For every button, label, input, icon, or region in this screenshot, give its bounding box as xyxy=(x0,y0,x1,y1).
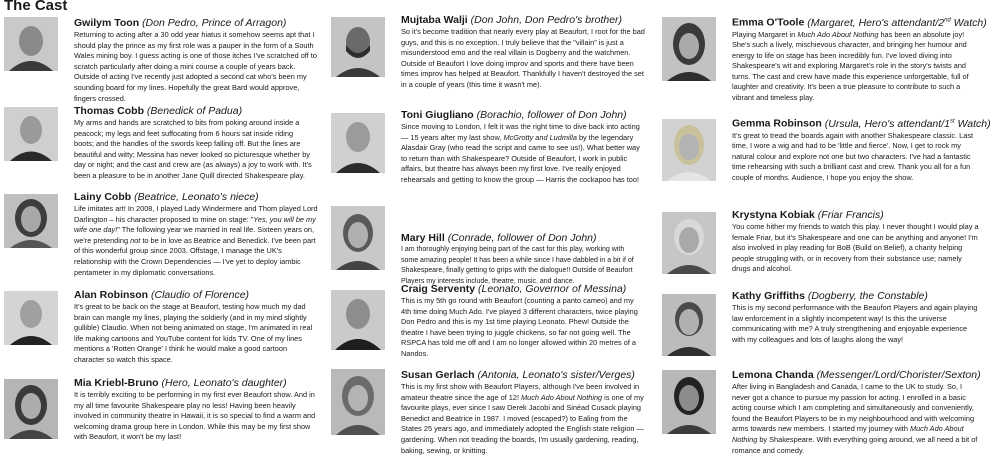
cast-bio: So it's become tradition that nearly every play at Beaufort, I root for the bad guys, and this is no exception. I truly believe that the "villain" is just a misunderstood emo and the real villain is Dogberry and the watchmen. Outside of Beaufort I love doing improv and sports and there have been times improv has helped at Beaufort. Thankfully I haven't destroyed the set in a couple of years (this time it wasn't me). xyxy=(401,27,645,89)
cast-bio: I am thoroughly enjoying being part of the cast for this play, working with some amazing people! It has been a while since I have dabbled in a bit if of Shakespeare, finally getting to grips with the dialogue!! Outside of Beaufort Players my interests include, theatre, music. and dance. xyxy=(401,246,634,285)
cast-name: Gwilym Toon xyxy=(74,17,140,29)
cast-role: (Margaret, Hero's attendant/2nd Watch) xyxy=(807,16,987,29)
cast-bio: Returning to acting after a 30 odd year hiatus it somehow seems apt that I should play the prince as my first role was a pauper in the form of a South Wales mining boy. I guess acting is one of those itches I've scratched off to scratch particularly after doing a mini course a couple of years back. Outside of acting I've recently just adopted a second cat who's been my sounding board for my lines. Hopefully the great Bard would approve, fingers crossed. xyxy=(74,30,317,103)
cast-name: Mary Hill xyxy=(401,232,445,244)
headshot-photo xyxy=(4,17,58,71)
cast-role: (Friar Francis) xyxy=(817,209,884,221)
headshot-photo xyxy=(4,379,58,439)
cast-name: Krystyna Kobiak xyxy=(732,209,815,221)
headshot-photo xyxy=(331,290,385,350)
headshot-photo xyxy=(662,212,716,274)
cast-role: (Hero, Leonato's daughter) xyxy=(161,377,287,389)
cast-bio: After living in Bangladesh and Canada, I came to the UK to study. So, I never got a chance to pursue my passion for acting. I enrolled in a basic acting course which I am completing and simultaneously and conveniently, found the Beaufort Players to be in my neighbourhood and with welcoming arms towards new members. I started my journey with Much Ado About Nothing by Shakespeare. With everything going around, we all need a bit of romance and comedy. xyxy=(732,382,978,455)
cast-name: Lemona Chanda xyxy=(732,369,814,381)
cast-bio: Playing Margaret in Much Ado About Nothing has been an absolute joy! She's such a lively, mischievous character, and bringing her humour and energy to life on stage has been incredibly fun. I've loved diving into Shakespeare's wit and exploring Margaret's role in the story's twists and turns. The cast and crew have made this experience unforgettable, full of laughter and creativity. It's been a true pleasure to contribute to such a vibrant and timeless play. xyxy=(732,29,969,103)
headshot-photo xyxy=(331,17,385,77)
page-title: The Cast xyxy=(4,0,68,14)
headshot-photo xyxy=(331,113,385,173)
headshot-photo xyxy=(4,291,58,345)
cast-role: (Dogberry, the Constable) xyxy=(807,290,928,302)
headshot-photo xyxy=(4,194,58,248)
headshot-photo xyxy=(4,107,58,161)
cast-bio: It's great to be back on the stage at Beaufort, testing how much my dad brain can mangle my lines, playing the soldierly (and in my mind slightly gullible) Claudio. When not being animated on stage, I'm animated in real life making cartoons and YouTube content for kids TV. One of my lines mentions a 'Rotten Orange' I think he would make a good cartoon character so watch this space. xyxy=(74,302,313,364)
cast-bio: Life imitates art! In 2008, I played Lady Windermere and Thom played Lord Darlington – his character proposed to mine on stage: "Yes, you will be my wife one day!" The following year we married in real life. Sixteen years on, we're pretending not to be in love as Beatrice and Benedick. I've been part of this wonderful group since 2003. Offstage, I manage the UK's relationship with the Crown Dependencies — I've yet to deploy iambic pentameter in my diplomatic conversations. xyxy=(74,204,318,277)
headshot-photo xyxy=(331,206,385,270)
cast-name: Susan Gerlach xyxy=(401,369,475,381)
cast-name: Gemma Robinson xyxy=(732,117,822,130)
cast-name: Mia Kriebl-Bruno xyxy=(74,377,159,389)
cast-role: (Claudio of Florence) xyxy=(151,289,250,301)
cast-bio: Since moving to London, I felt it was the right time to dive back into acting — 15 years after my last show, McGrotty and Ludmilla by the legendary Alasdair Gray (who read the script and came to see us!). What better way to return than with Shakespeare? Outside of Beaufort, I work in public affairs, but theatre has always been my first love. I've really enjoyed rehearsals and getting to know the group — Harris the cockapoo has too! xyxy=(401,122,640,184)
cast-role: (Benedick of Padua) xyxy=(146,105,243,117)
cast-bio: My arms and hands are scratched to bits from poking around inside a peacock; my legs and feet suffocating from 6 hours sat inside riding boots; and the handles of the swords keep falling off. But the lines are beautiful and witty; Messina has never looked so picturesque whether by day or night; and the cast and crew are (as always) a joy to work with. It's been a pleasure to be in another Jane Quill directed Shakespeare play. xyxy=(74,118,312,180)
cast-bio: It's great to tread the boards again with another Shakespeare classic. Last time, I wore a wig and had to be 'little and fierce'. Now, I get to rock my natural colour and explore not one but two characters. I've had a fantastic time rehearsing with such a brilliant cast and crew. Thank you all for a fun couple of months. Audience, I hope you enjoy the show. xyxy=(732,130,974,182)
cast-bio: This is my second performance with the Beaufort Players and again playing law enforcement in a slightly incompetent way! Is this the universe communicating with me? A truly strengthening and enjoyable experience with my colleagues and lots of laughs along the way! xyxy=(732,303,978,344)
cast-name: Kathy Griffiths xyxy=(732,290,805,302)
cast-bio: It is terribly exciting to be performing in my first ever Beaufort show. And in my all time favourite Shakespeare play no less! Having been heavily involved in community theatre in Hawaii, it is so special to find a warm and welcoming drama group here in London. While this may be my first show with Beaufort, it won't be my last! xyxy=(74,390,316,442)
headshot-photo xyxy=(662,119,716,181)
cast-bio: You come hither my friends to watch this play. I never thought I would play a female Friar, but it's Shakespeare and one can be anything and anyone! I'm also involved in play reading for BoB (Build on Belief), a charity helping people struggling with, or in recovery from their substance use; namely drugs and alcohol. xyxy=(732,222,979,274)
cast-name: Emma O'Toole xyxy=(732,16,805,29)
headshot-photo xyxy=(662,17,716,81)
cast-role: (Don John, Don Pedro's brother) xyxy=(470,14,623,26)
cast-bio: This is my 5th go round with Beaufort (counting a panto cameo) and my 4th time doing Much Ado. I've played 3 different characters, twice playing Don Pedro and this is my 1st time playing Leonato. Phew! Outside the theatre I have been trying to juggle chickens, so far not going well. The RSPCA has told me off and I am no longer allowed within 20 metres of a Nandos. xyxy=(401,296,638,358)
cast-name: Toni Giugliano xyxy=(401,109,474,121)
headshot-photo xyxy=(331,369,385,435)
cast-role: (Leonato, Governor of Messina) xyxy=(478,283,627,295)
cast-name: Craig Serventy xyxy=(401,283,476,295)
headshot-photo xyxy=(662,370,716,434)
cast-bio: This is my first show with Beaufort Players, although I've been involved in amateur theatre since the age of 12! Much Ado About Nothing is one of my favourite plays, ever since I saw Derek Jacobi and Sinéad Cusack playing Benedict and Beatrice in 1987. I moved (escaped?) to Ealing from the States 25 years ago, and immediately adopted the English state religion — gardening. When not treading the boards, I'm usually gardening, reading, baking, sewing, or knitting. xyxy=(401,382,644,455)
cast-name: Thomas Cobb xyxy=(74,105,144,117)
cast-role: (Ursula, Hero's attendant/1st Watch) xyxy=(824,117,991,130)
cast-role: (Borachio, follower of Don John) xyxy=(476,109,627,121)
headshot-photo xyxy=(662,294,716,356)
cast-name: Mujtaba Walji xyxy=(401,14,468,26)
cast-role: (Antonia, Leonato's sister/Verges) xyxy=(477,369,635,381)
cast-name: Lainy Cobb xyxy=(74,191,132,203)
cast-role: (Messenger/Lord/Chorister/Sexton) xyxy=(816,369,981,381)
cast-role: (Conrade, follower of Don John) xyxy=(447,232,597,244)
cast-role: (Beatrice, Leonato's niece) xyxy=(134,191,259,203)
cast-role: (Don Pedro, Prince of Arragon) xyxy=(142,17,287,29)
cast-name: Alan Robinson xyxy=(74,289,149,301)
